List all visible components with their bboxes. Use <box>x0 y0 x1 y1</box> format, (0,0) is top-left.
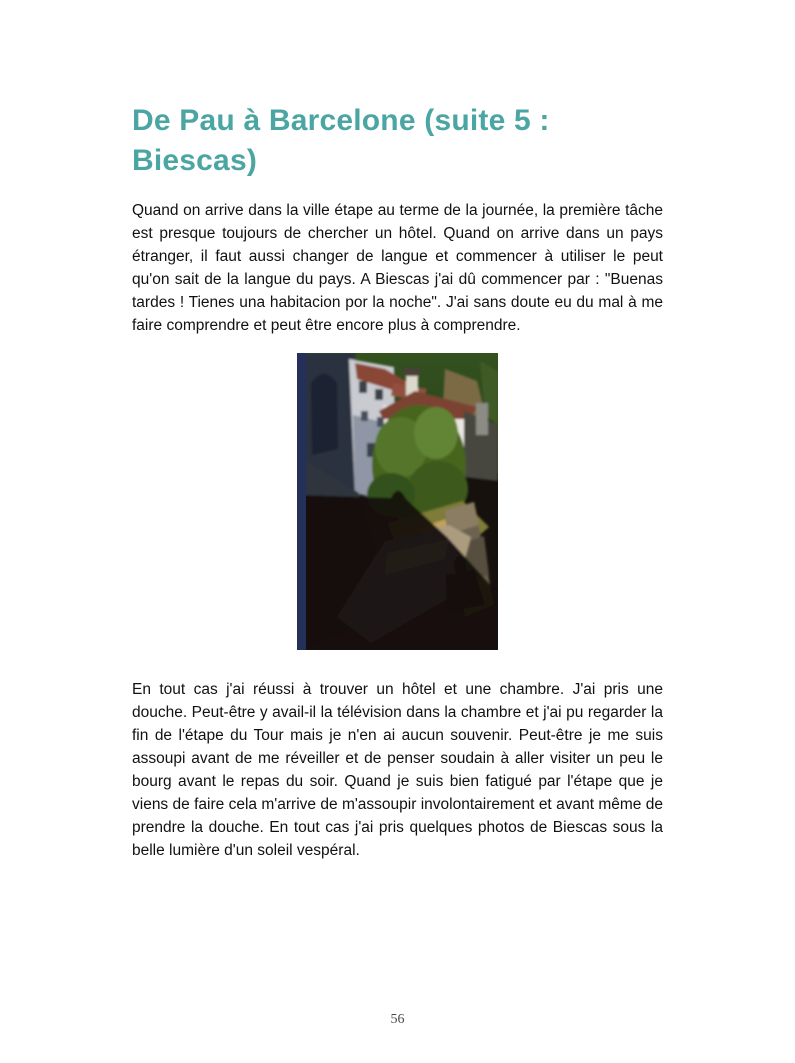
paragraph-hotel-evening: En tout cas j'ai réussi à trouver un hôtel et une chambre. J'ai pris une douche. Peut-être y avail-il la télévision dans la chambre et j'ai pu regarder la fin de l'étape du Tour mais je n'en ai aucun souvenir. Peut-être je me suis assoupi avant de me réveiller et de penser soudain à aller visiter un peu le bourg avant le repas du soir. Quand je suis bien fatigué par l'étape que je viens de faire cela m'arrive de m'assoupir involontairement et avant même de prendre la douche. En tout cas j'ai pris quelques photos de Biescas sous la belle lumière d'un soleil vespéral. <box>132 681 663 859</box>
text-column <box>132 0 663 862</box>
paragraph-arrival: Quand on arrive dans la ville étape au terme de la journée, la première tâche est presque toujours de chercher un hôtel. Quand on arrive dans un pays étranger, il faut aussi changer de langue et commencer à utiliser le peut qu'on sait de la langue du pays. A Biescas j'ai dû commencer par : "Buenas tardes ! Tienes una habitacion por la noche". J'ai sans doute eu du mal à me faire comprendre et peut être encore plus à comprendre. <box>132 202 663 334</box>
biescas-street-photo-illustration <box>297 353 498 650</box>
biescas-street-photo <box>297 353 498 650</box>
page-number: 56 <box>390 1012 405 1027</box>
page-title: De Pau à Barcelone (suite 5 : Biescas) <box>132 104 550 177</box>
